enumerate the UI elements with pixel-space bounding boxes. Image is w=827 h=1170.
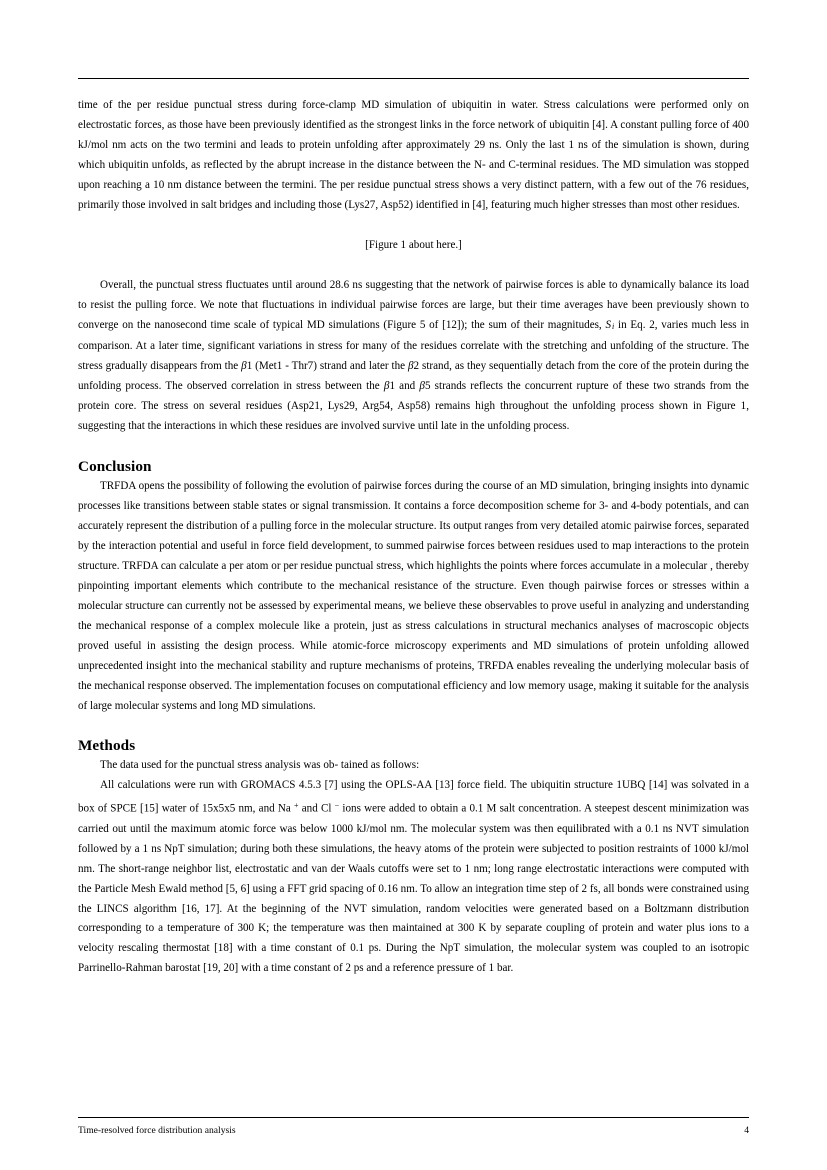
math-subscript-i: i <box>612 322 615 332</box>
footer-horizontal-rule <box>78 1117 749 1118</box>
overall-text-part-6: 5 strands reflects the concurrent rupture of these two strands from the protein core. The stress on several residues (Asp21, Lys29, Arg54, Asp58) remains high throughout the unfolding process shown in Figure 1, suggesting that the interactions in which these residues are involved survive until late in the unfolding process. <box>78 380 749 433</box>
greek-beta-icon-5: β <box>419 380 425 393</box>
section-heading-conclusion: Conclusion <box>78 458 152 476</box>
greek-beta-icon-1b: β <box>383 380 390 393</box>
footer-page-number: 4 <box>744 1125 749 1136</box>
paragraph-methods-intro <box>78 756 749 776</box>
overall-text-part-3: 1 (Met1 - Thr7) strand and later the <box>246 360 408 373</box>
header-horizontal-rule <box>78 78 749 79</box>
overall-text-part-1: Overall, the punctual stress fluctuates until around 28.6 ns suggesting that the network of pairwise forces is able to dynamically balance its load to resist the pulling force. We note that fluctuations in individual pairwise forces are large, but their time averages have been previously shown to converge on the nanosecond time scale of typical MD simulations (Figure 5 of [12]); the sum of their magnitudes, <box>78 278 749 331</box>
paragraph-methods-main <box>78 776 749 979</box>
methods-text-part-1: All calculations were run with GROMACS 4.5.3 [7] using the OPLS-AA [13] force field. The ubiquitin structure 1UBQ [14] was solvated in a box of SPCE [15] water of 15x5x5 nm, and Na <box>78 779 749 815</box>
page-footer <box>78 1124 749 1138</box>
greek-beta-icon-2: β <box>408 360 414 373</box>
paragraph-continued-text: time of the per residue punctual stress during force-clamp MD simulation of ubiquitin in water. Stress calculations were performed only on electrostatic forces, as those have been previously identified as the strongest links in the force network of ubiquitin [4]. A constant pulling force of 400 kJ/mol nm acts on the two termini and leads to protein unfolding after approximately 29 ns. Only the last 1 ns of the simulation is shown, during which ubiquitin unfolds, as reflected by the abrupt increase in the distance between the N- and C-terminal residues. The MD simulation was stopped upon reaching a 10 nm distance between the termini. The per residue punctual stress shows a very distinct pattern, with a few out of the 76 residues, primarily those involved in salt bridges and including those (Lys27, Asp52) identified in [4], featuring much higher stresses than most other residues. <box>78 99 749 211</box>
methods-text-part-3: ions were added to obtain a 0.1 M salt concentration. A steepest descent minimization was carried out until the maximum atomic force was below 1000 kJ/mol nm. The molecular system was then equilibrated with a 0.1 ns NVT simulation followed by a 1 ns NpT simulation; during both these simulations, the heavy atoms of the protein were subjected to position restraints of 1000 kJ/mol nm. The short-range neighbor list, electrostatic and van der Waals cutoffs were set to 1 nm; long range electrostatic interactions were computed with the Particle Mesh Ewald method [5, 6] using a FFT grid spacing of 0.16 nm. To allow an integration time step of 2 fs, all bonds were constrained using the LINCS algorithm [16, 17]. At the beginning of the NVT simulation, random velocities were generated based on a Boltzmann distribution corresponding to a temperature of 300 K; the temperature was then maintained at 300 K by separate coupling of protein and water plus ions to a velocity rescaling thermostat [18] with a time constant of 0.1 ps. During the NpT simulation, the molecular system was coupled to an isotropic Parrinello-Rahman barostat [19, 20] with a time constant of 2 ps and a reference pressure of 1 bar. <box>78 802 749 975</box>
methods-text-part-2: and Cl <box>298 802 335 815</box>
figure-placeholder-note <box>78 236 749 256</box>
spacer-before-figure-note <box>78 216 749 236</box>
overall-text-part-5: 1 and <box>389 380 420 393</box>
superscript-plus-icon: + <box>294 801 299 811</box>
paragraph-overall-discussion <box>78 276 749 437</box>
paragraph-conclusion <box>78 477 749 716</box>
spacer-after-figure-note <box>78 256 749 276</box>
superscript-minus-icon: − <box>334 801 340 811</box>
math-symbol-S: S <box>605 318 612 331</box>
footer-running-title: Time-resolved force distribution analysis <box>78 1125 236 1136</box>
page-content <box>78 96 749 979</box>
figure-placeholder-note-text: [Figure 1 about here.] <box>365 238 462 251</box>
greek-beta-icon-1a: β <box>241 360 247 373</box>
overall-text-part-2: in Eq. 2, varies much less in comparison. At a later time, significant variations in stress for many of the residues correlate with the stretching and unfolding of the structure. The stress gradually disappears from the <box>78 318 749 373</box>
paragraph-conclusion-text: TRFDA opens the possibility of following the evolution of pairwise forces during the course of an MD simulation, bringing insights into dynamic processes like transitions between stable states or signal transmission. It contains a force decomposition scheme for 3- and 4-body potentials, and can accurately represent the distribution of a pulling force in the molecular structure. Its output ranges from very detailed atomic pairwise forces, separated by the interaction potential and useful in force field development, to summed pairwise forces between residues used to map interactions to the protein structure. TRFDA can calculate a per atom or per residue punctual stress, which highlights the points where forces accumulate in a molecular , thereby pinpointing important elements which contribute to the mechanical resistance of the structure. Even though pairwise forces or stresses within a molecular structure can currently not be assessed by experimental means, we believe these observables to prove useful in analyzing and understanding the mechanical response of a complex molecule like a protein, just as stress calculations in structural mechanics analyses of macroscopic objects proved useful in assisting the design process. While atomic-force microscopy experiments and MD simulations of protein unfolding allowed unprecedented insight into the mechanical stability and rupture mechanisms of proteins, TRFDA enables revealing the underlying molecular basis of the mechanical response observed. The implementation focuses on computational efficiency and low memory usage, making it suitable for the analysis of large molecular systems and long MD simulations. <box>78 480 749 712</box>
paragraph-methods-intro-text: The data used for the punctual stress analysis was ob- tained as follows: <box>100 759 420 772</box>
spacer-before-methods-heading <box>78 716 749 736</box>
paragraph-continued <box>78 96 749 216</box>
section-heading-methods: Methods <box>78 737 136 755</box>
overall-text-part-4: 2 strand, as they sequentially detach from the core of the protein during the unfolding process. The observed correlation in stress between the <box>78 360 749 393</box>
spacer-before-conclusion-heading <box>78 437 749 457</box>
